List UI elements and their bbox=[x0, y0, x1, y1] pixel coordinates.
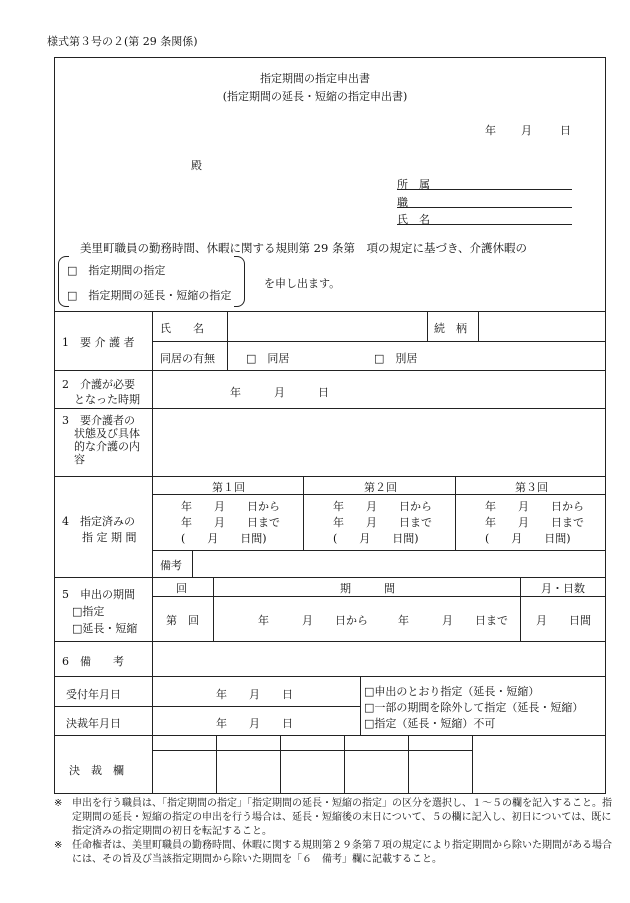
request-days[interactable]: 月 日間 bbox=[536, 614, 591, 627]
round-2-period[interactable] bbox=[333, 499, 432, 547]
care-detail-line-3: 的な介護の内 bbox=[74, 440, 140, 453]
round-2-days: ( 月 日間) bbox=[333, 532, 419, 545]
cared-name-label: 氏 名 bbox=[160, 322, 204, 335]
divider bbox=[152, 596, 606, 597]
date-year[interactable]: 年 bbox=[485, 124, 496, 137]
divider bbox=[227, 311, 228, 370]
option-bracket-right bbox=[234, 256, 245, 307]
decision-date-label: 決裁年月日 bbox=[66, 717, 121, 730]
request-round[interactable]: 第 回 bbox=[166, 614, 199, 627]
affiliation-label: 所 属 bbox=[397, 178, 430, 191]
round-3-header: 第３回 bbox=[515, 481, 548, 494]
date-day[interactable]: 日 bbox=[560, 124, 571, 137]
divider bbox=[303, 476, 304, 550]
divider bbox=[152, 750, 472, 751]
divider bbox=[520, 577, 521, 641]
divider bbox=[54, 577, 606, 578]
request-type-extend[interactable]: □延長・短縮 bbox=[72, 622, 138, 635]
round-1-from: 年 月 日から bbox=[181, 500, 280, 513]
designated-period-label: 4 指定済みの bbox=[62, 515, 135, 528]
round-2-from: 年 月 日から bbox=[333, 500, 432, 513]
divider bbox=[408, 735, 409, 794]
round-1-header: 第１回 bbox=[212, 481, 245, 494]
care-detail-label bbox=[62, 414, 140, 466]
divider bbox=[54, 370, 606, 371]
statement-text: 美里町職員の勤務時間、休暇に関する規則第 29 条第 項の規定に基づき、介護休暇の bbox=[80, 241, 527, 255]
notes bbox=[54, 797, 614, 867]
affiliation-field[interactable] bbox=[397, 189, 572, 190]
round-1-to: 年 月 日まで bbox=[181, 516, 280, 529]
care-start-date[interactable]: 年 月 日 bbox=[230, 386, 329, 399]
divider bbox=[216, 735, 217, 794]
divider bbox=[478, 311, 479, 341]
note-text: 任命権者は、美里町職員の勤務時間、休暇に関する規則第２９条第７項の規定により指定期間から除いた期間がある場合には、その旨及び当該指定期間から除いた期間を「６ 備考」欄に記載すること。 bbox=[72, 840, 612, 865]
form-reference: 様式第３号の２(第 29 条関係) bbox=[47, 35, 198, 48]
divider bbox=[192, 550, 193, 577]
position-label: 職 bbox=[397, 196, 408, 209]
care-start-label: 2 介護が必要 bbox=[62, 378, 135, 391]
note-text: 申出を行う職員は、「指定期間の指定」「指定期間の延長・短縮の指定」の区分を選択し、１～５の欄を記入すること。指定期間の延長・短縮の指定の申出を行う場合は、延長・短縮後の末日について、５の欄に記入し、初日については、既に指定済みの指定期間の初日を転記すること。 bbox=[72, 798, 612, 837]
divider bbox=[54, 476, 606, 477]
label-column-divider bbox=[152, 311, 153, 794]
decision-date[interactable]: 年 月 日 bbox=[216, 717, 293, 730]
receipt-date[interactable]: 年 月 日 bbox=[216, 688, 293, 701]
name-field[interactable] bbox=[397, 224, 572, 225]
divider bbox=[54, 311, 606, 312]
divider bbox=[54, 408, 606, 409]
divider bbox=[280, 735, 281, 794]
request-period-label: 5 申出の期間 bbox=[62, 588, 135, 601]
care-detail-line-2: 状態及び具体 bbox=[74, 427, 140, 440]
round-3-days: ( 月 日間) bbox=[485, 532, 571, 545]
outcome-partial[interactable]: □一部の期間を除外して指定（延長・短縮） bbox=[364, 701, 584, 714]
note-item bbox=[54, 839, 614, 867]
option-designation[interactable]: □ 指定期間の指定 bbox=[67, 264, 166, 277]
care-start-label-2: となった時期 bbox=[74, 393, 140, 406]
note-mark: ※ bbox=[54, 798, 63, 809]
addressee-suffix: 殿 bbox=[191, 159, 202, 172]
receipt-date-label: 受付年月日 bbox=[66, 688, 121, 701]
relation-label: 続 柄 bbox=[434, 322, 467, 335]
divider bbox=[54, 735, 606, 736]
request-to[interactable]: 年 月 日まで bbox=[398, 614, 508, 627]
round-2-to: 年 月 日まで bbox=[333, 516, 432, 529]
divider bbox=[455, 476, 456, 550]
cohabit-no-checkbox[interactable]: □ 別居 bbox=[374, 352, 418, 365]
divider bbox=[54, 706, 360, 707]
position-field[interactable] bbox=[397, 207, 572, 208]
outcome-approved[interactable]: □申出のとおり指定（延長・短縮） bbox=[364, 685, 540, 698]
round-2-header: 第２回 bbox=[364, 481, 397, 494]
option-extension[interactable]: □ 指定期間の延長・短縮の指定 bbox=[67, 289, 232, 302]
request-from[interactable]: 年 月 日から bbox=[258, 614, 368, 627]
divider bbox=[472, 735, 473, 794]
divider bbox=[360, 676, 361, 735]
days-column-header: 月・日数 bbox=[541, 582, 585, 595]
round-3-period[interactable] bbox=[485, 499, 584, 547]
round-3-to: 年 月 日まで bbox=[485, 516, 584, 529]
round-column-header: 回 bbox=[176, 582, 187, 595]
cohabit-yes-checkbox[interactable]: □ 同居 bbox=[246, 352, 290, 365]
outcome-rejected[interactable]: □指定（延長・短縮）不可 bbox=[364, 717, 496, 730]
divider bbox=[152, 550, 606, 551]
request-type-designate[interactable]: □指定 bbox=[72, 605, 105, 618]
round-3-from: 年 月 日から bbox=[485, 500, 584, 513]
divider bbox=[152, 341, 606, 342]
form-title: 指定期間の指定申出書 bbox=[260, 72, 370, 85]
period-column-header: 期 間 bbox=[340, 582, 395, 595]
care-detail-line-4: 容 bbox=[74, 453, 85, 466]
divider bbox=[344, 735, 345, 794]
designated-period-label-2: 指 定 期 間 bbox=[82, 531, 137, 544]
round-1-days: ( 月 日間) bbox=[181, 532, 267, 545]
divider bbox=[213, 577, 214, 641]
care-detail-line-1: 3 要介護者の bbox=[62, 414, 135, 427]
divider bbox=[427, 311, 428, 341]
remarks-row-label: 6 備 考 bbox=[62, 655, 124, 668]
date-month[interactable]: 月 bbox=[521, 124, 532, 137]
name-label: 氏 名 bbox=[397, 213, 430, 226]
note-mark: ※ bbox=[54, 840, 63, 851]
statement-tail: を申し出ます。 bbox=[264, 277, 341, 290]
divider bbox=[54, 676, 606, 677]
round-1-period[interactable] bbox=[181, 499, 280, 547]
divider bbox=[54, 641, 606, 642]
cared-person-label: 1 要 介 護 者 bbox=[62, 336, 135, 349]
form-subtitle: (指定期間の延長・短縮の指定申出書) bbox=[222, 90, 408, 103]
remarks-label: 備考 bbox=[160, 559, 182, 572]
note-item bbox=[54, 797, 614, 839]
approval-label: 決 裁 欄 bbox=[69, 764, 124, 777]
cohabitation-label: 同居の有無 bbox=[160, 352, 215, 365]
